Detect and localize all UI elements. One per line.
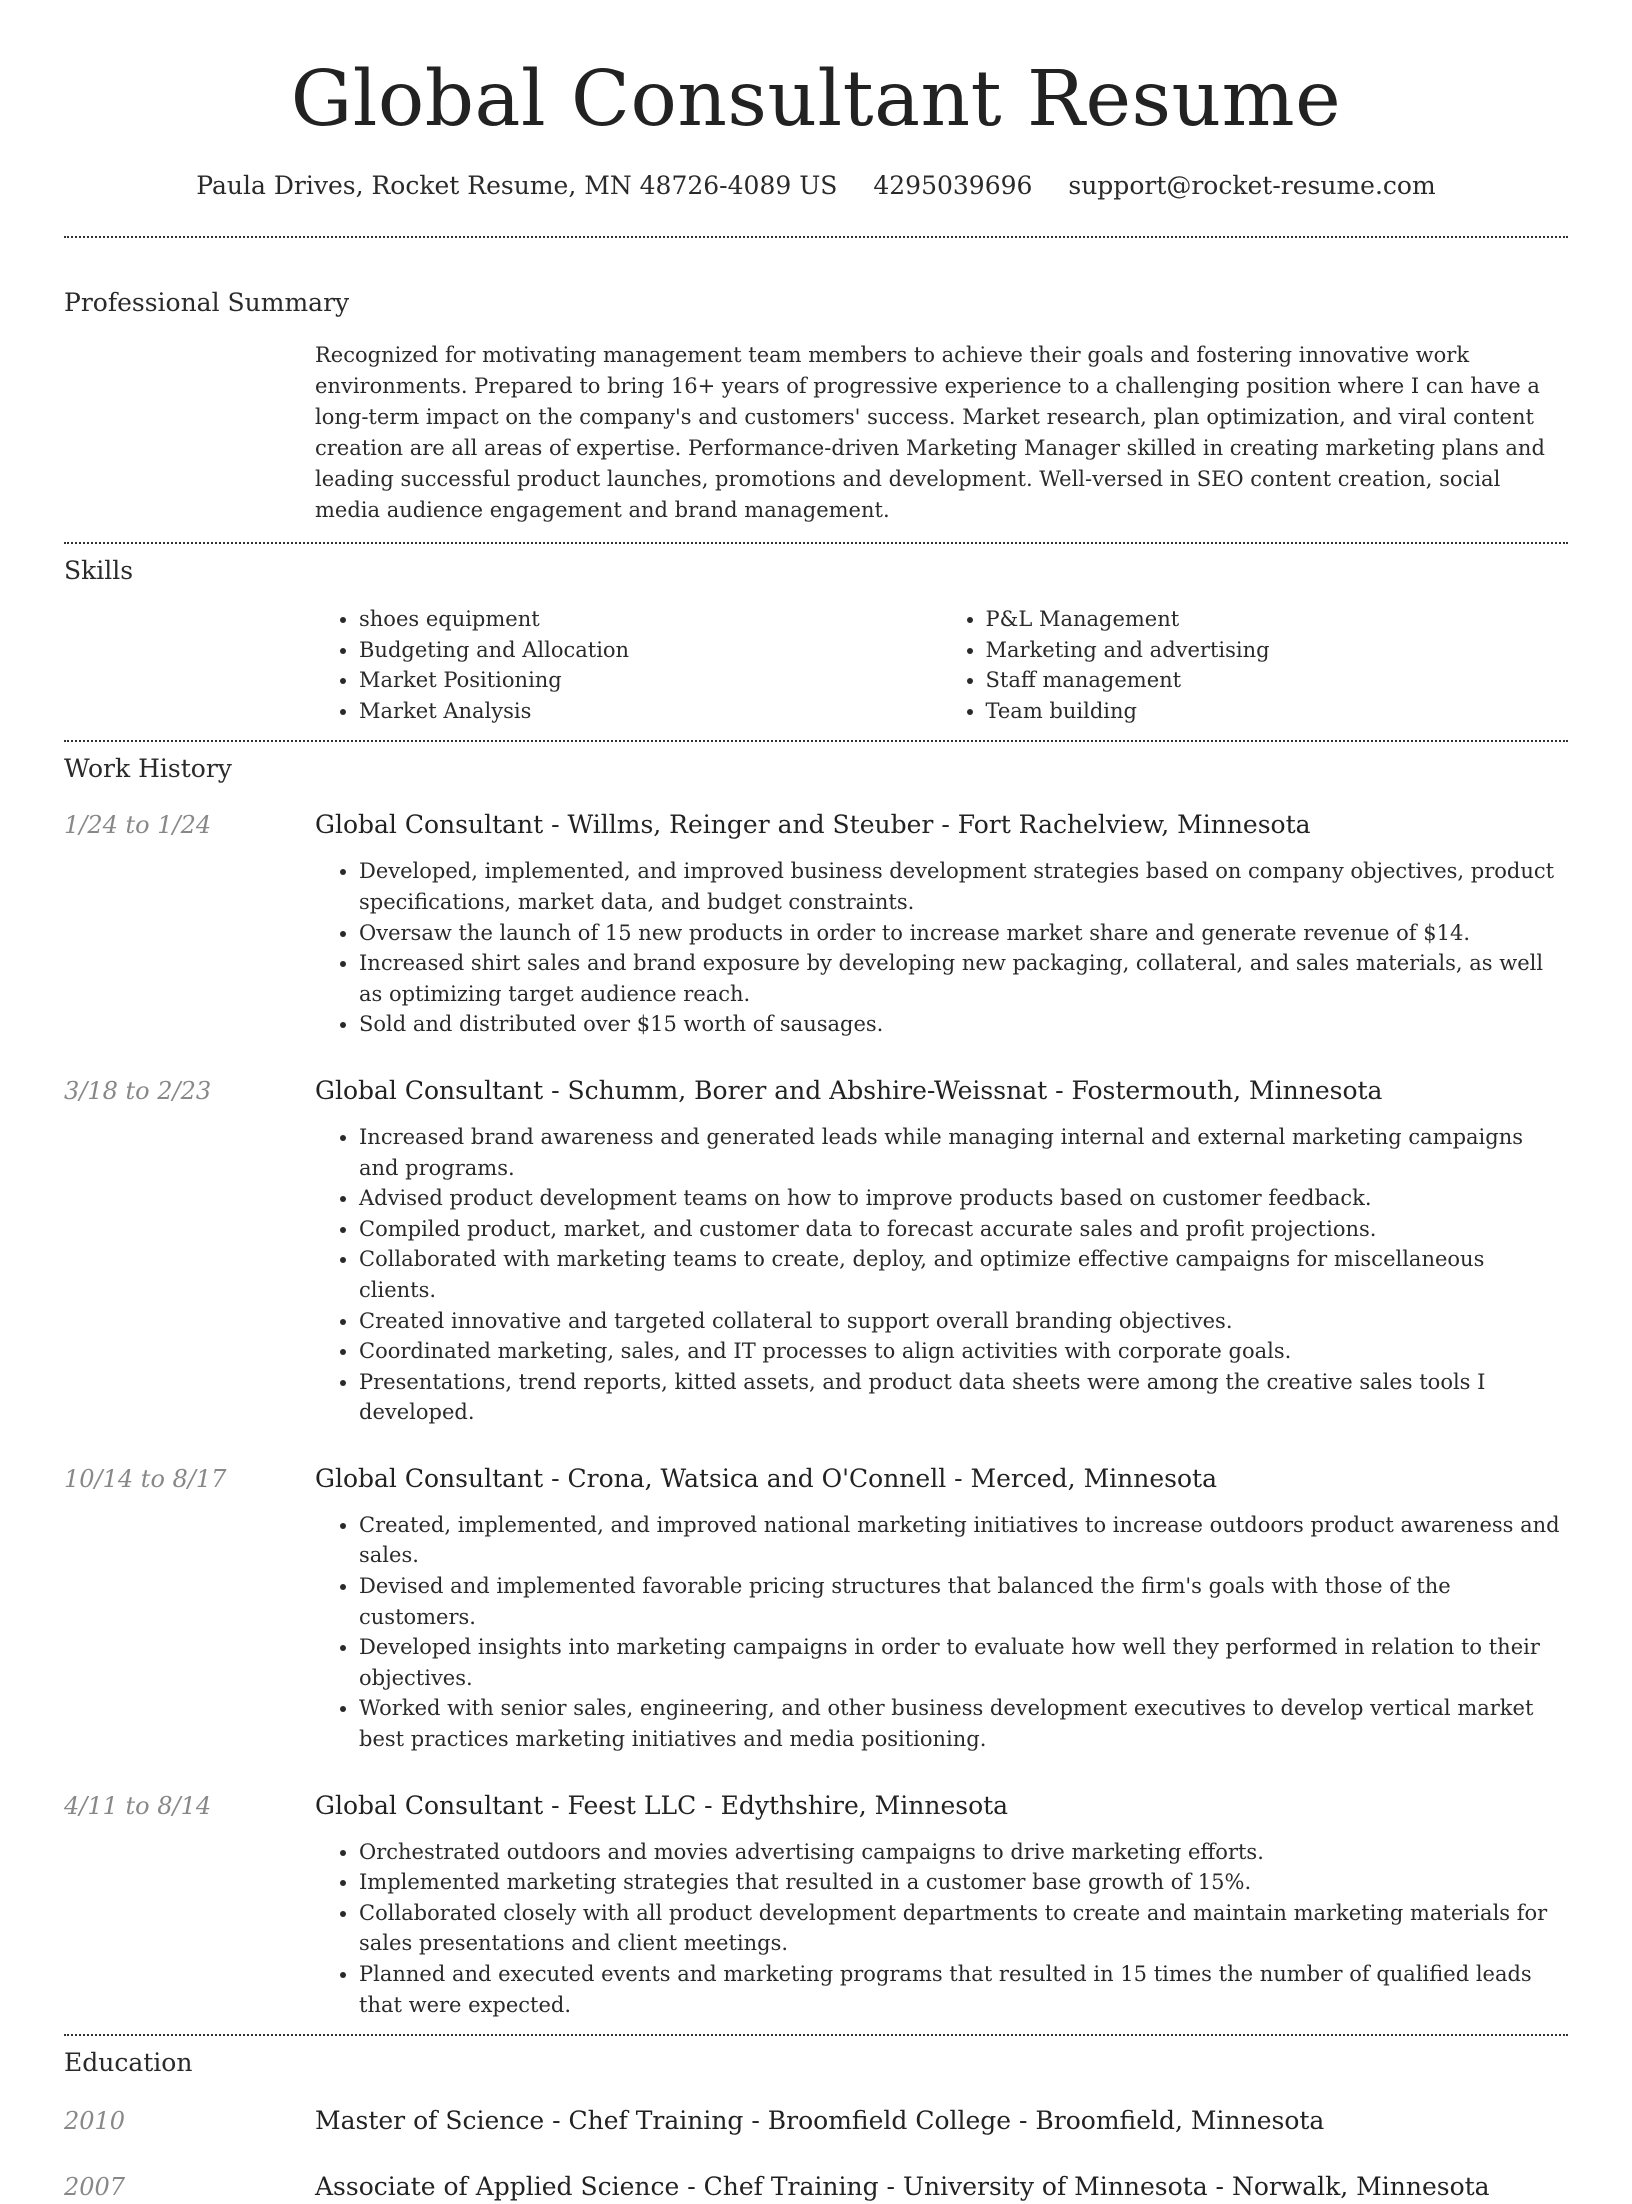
- job-bullet: • Developed insights into marketing campaigns in order to evaluate how well they performed in relation to their objectives.: [359, 1632, 1568, 1693]
- skill-item: • Market Analysis: [359, 696, 942, 727]
- skills-list-right: [942, 604, 1569, 726]
- job-bullets: [315, 1122, 1568, 1428]
- job-bullet: • Developed, implemented, and improved business development strategies based on company objectives, product specifications, market data, and budget constraints.: [359, 856, 1568, 917]
- job-entry: [64, 808, 1568, 1040]
- contact-email: support@rocket-resume.com: [1068, 171, 1436, 200]
- job-bullet: • Oversaw the launch of 15 new products in order to increase market share and generate revenue of $14.: [359, 918, 1568, 949]
- job-title: Global Consultant - Schumm, Borer and Abshire-Weissnat - Fostermouth, Minnesota: [315, 1075, 1383, 1105]
- job-bullet: • Orchestrated outdoors and movies advertising campaigns to drive marketing efforts.: [359, 1837, 1568, 1868]
- job-bullet: • Implemented marketing strategies that resulted in a customer base growth of 15%.: [359, 1867, 1568, 1898]
- contact-phone: 4295039696: [873, 171, 1033, 200]
- job-dates: 4/11 to 8/14: [64, 1791, 212, 1820]
- job-bullet: • Coordinated marketing, sales, and IT processes to align activities with corporate goals.: [359, 1336, 1568, 1367]
- education-section: [64, 2036, 1568, 2204]
- contact-line: [64, 168, 1568, 204]
- job-bullet: • Increased shirt sales and brand exposure by developing new packaging, collateral, and sales materials, as well as optimizing target audience reach.: [359, 948, 1568, 1009]
- job-dates: 1/24 to 1/24: [64, 811, 212, 840]
- section-heading-summary: Professional Summary: [64, 288, 350, 317]
- work-section: [64, 742, 1568, 2020]
- skill-item: • Team building: [986, 696, 1569, 727]
- education-degree: Associate of Applied Science - Chef Training - University of Minnesota - Norwalk, Minnesota: [315, 2172, 1490, 2202]
- job-bullet: • Collaborated with marketing teams to create, deploy, and optimize effective campaigns for miscellaneous clients.: [359, 1244, 1568, 1305]
- resume-title: Global Consultant Resume: [290, 55, 1342, 144]
- skill-item: • P&L Management: [986, 604, 1569, 635]
- section-heading-education: Education: [64, 2048, 193, 2078]
- education-degree: Master of Science - Chef Training - Broomfield College - Broomfield, Minnesota: [315, 2106, 1325, 2136]
- job-bullet: • Sold and distributed over $15 worth of sausages.: [359, 1009, 1568, 1040]
- job-title: Global Consultant - Feest LLC - Edythshire, Minnesota: [315, 1790, 1009, 1820]
- education-entry: [64, 2104, 1568, 2138]
- skills-grid: [315, 604, 1568, 726]
- job-bullet: • Presentations, trend reports, kitted assets, and product data sheets were among the creative sales tools I developed.: [359, 1367, 1568, 1428]
- job-bullet: • Increased brand awareness and generated leads while managing internal and external marketing campaigns and programs.: [359, 1122, 1568, 1183]
- skill-item: • Staff management: [986, 665, 1569, 696]
- job-title: Global Consultant - Willms, Reinger and Steuber - Fort Rachelview, Minnesota: [315, 810, 1311, 840]
- skill-item: • Market Positioning: [359, 665, 942, 696]
- job-bullets: [315, 856, 1568, 1040]
- job-bullet: • Planned and executed events and marketing programs that resulted in 15 times the number of qualified leads that were expected.: [359, 1959, 1568, 2020]
- summary-section: [64, 238, 1568, 526]
- job-dates: 10/14 to 8/17: [64, 1464, 227, 1493]
- skill-item: • Budgeting and Allocation: [359, 635, 942, 666]
- contact-address: Paula Drives, Rocket Resume, MN 48726-4089 US: [196, 171, 838, 200]
- education-year: 2010: [64, 2107, 126, 2136]
- job-bullet: • Created innovative and targeted collateral to support overall branding objectives.: [359, 1306, 1568, 1337]
- job-bullet: • Devised and implemented favorable pricing structures that balanced the firm's goals with those of the customers.: [359, 1571, 1568, 1632]
- skills-section: [64, 544, 1568, 726]
- job-bullet: • Created, implemented, and improved national marketing initiatives to increase outdoors product awareness and sales.: [359, 1510, 1568, 1571]
- section-heading-work: Work History: [64, 754, 232, 784]
- section-heading-skills: Skills: [64, 556, 134, 585]
- job-title: Global Consultant - Crona, Watsica and O'Connell - Merced, Minnesota: [315, 1463, 1217, 1493]
- job-bullet: • Compiled product, market, and customer data to forecast accurate sales and profit projections.: [359, 1214, 1568, 1245]
- job-entry: [64, 1074, 1568, 1428]
- summary-text: Recognized for motivating management team members to achieve their goals and fostering innovative work environments. Prepared to bring 16+ years of progressive experience to a challenging position where I can have a long-term impact on the company's and customers' success. Market research, plan optimization, and viral content creation are all areas of expertise. Performance-driven Marketing Manager skilled in creating marketing plans and leading successful product launches, promotions and development. Well-versed in SEO content creation, social media audience engagement and brand management.: [315, 343, 1545, 522]
- job-bullets: [315, 1510, 1568, 1755]
- skill-item: • shoes equipment: [359, 604, 942, 635]
- job-entry: [64, 1462, 1568, 1755]
- job-dates: 3/18 to 2/23: [64, 1076, 212, 1105]
- skills-list-left: [315, 604, 942, 726]
- job-bullet: • Collaborated closely with all product development departments to create and maintain marketing materials for sales presentations and client meetings.: [359, 1898, 1568, 1959]
- education-entry: [64, 2170, 1568, 2204]
- job-entry: [64, 1789, 1568, 2021]
- skill-item: • Marketing and advertising: [986, 635, 1569, 666]
- education-year: 2007: [64, 2173, 126, 2202]
- job-bullets: [315, 1837, 1568, 2021]
- job-bullet: • Worked with senior sales, engineering, and other business development executives to develop vertical market best practices marketing initiatives and media positioning.: [359, 1693, 1568, 1754]
- job-bullet: • Advised product development teams on how to improve products based on customer feedback.: [359, 1183, 1568, 1214]
